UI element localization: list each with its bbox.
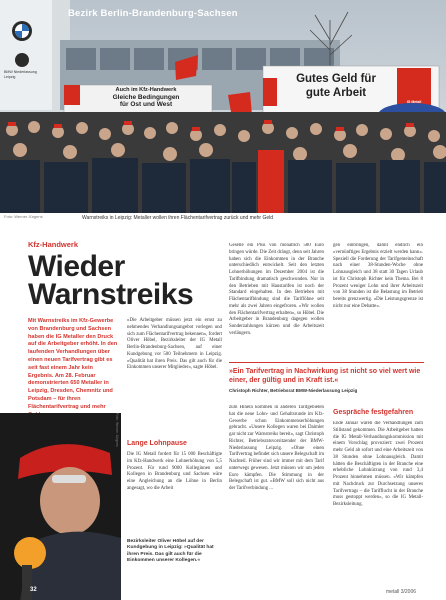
column-3b-text: zum Hinein kommen in anderen Tarifgebieten hat die neue Lohn- und Gehaltsrunde im Kfz-Gewerbe schon Einkommenserhöhungen gebracht. »Unsere Kollegen waren bei Daimler gar nicht zur Warnstreiks bereit«, sagt Christoph Richter, Betriebsratsvorsitzender der BMW-Niederlassung Leipzig. »Ohne einen Tarifvertrag befindet sich unsere Belegschaft im Nachteil. Früher sind wir immer mit dem Tarif unterwegs gewesen. Jetzt müssen wir um jeden Euro kämpfen. Die Stimmung in der Belegschaft ist gut. »BMW soll sich nicht aus der Tarifverbindung ...: [229, 405, 324, 491]
banner-left-line1: Auch im Kfz-Handwerk: [115, 87, 177, 93]
banner-left-line2: Gleiche Bedingungen: [112, 94, 180, 101]
igmetall-logo-text: IG Metall: [406, 100, 422, 104]
column-3-text: Geselle ein Plus von monatlich 580 Euro bringen würde. Die Zeit drängt, denn seit Jahren haben sich die Einkommen in der Branche unterschiedlich entwickelt. Seit den letzten Lohnerhöhungen im Dezember 2004 ist die Tarifbindung dramatisch geschwunden. Nur in den Betrieben mit Haustarifen ist noch der Standard eingehalten. In den Betrieben mit Flächentarifbindung sind die Tariflöhne seit mehr als zwei Jahren eingefroren. »Wir wollen den Flächentarifvertrag erhalten«, so Höbel. Die Arbeitgeber in Brandenburg dagegen wollen Sonderzahlungen kürzen und die Arbeitszeit verlängern.: [229, 243, 324, 336]
page-number: 32: [30, 587, 37, 593]
headline-line1: Wieder: [28, 250, 125, 283]
article-lead: Mit Warnstreiks im Kfz-Gewerbe von Brandenburg und Sachsen haben die IG Metaller den Druck auf die Arbeitgeber erhöht. In den laufenden Verhandlungen über einen neuen Tarifvertrag gibt es seit fast einem Jahr kein Ergebnis. Am 28. Februar demonstrierten 650 Metaller in Leipzig, Dresden, Chemnitz und Potsdam – für ihren Flächentarifvertrag und mehr: [28, 318, 118, 410]
banner-right-line2: gute Arbeit: [305, 87, 367, 99]
photo-credit: Foto: Werner Jürgens: [4, 214, 43, 219]
subhead-lohnpause: Lange Lohnpause: [127, 440, 187, 447]
article-column-3b: [229, 405, 324, 590]
headline-line2: Warnstreiks: [28, 278, 194, 311]
article-column-3: [229, 243, 324, 355]
portrait-photo: [0, 413, 121, 600]
pullquote: [229, 362, 424, 393]
dealer-sign-line1: BMW Niederlassung: [4, 70, 37, 74]
article-column-4: [333, 243, 423, 355]
igmetall-logo: [398, 100, 430, 104]
article-headline: [28, 250, 194, 311]
article-kicker: Kfz-Handwerk: [28, 240, 79, 249]
portrait-credit: Foto: Werner Jürgens: [115, 413, 119, 447]
pullquote-text: »Ein Tarifvertrag in Nachwirkung ist nicht so viel wert wie einer, der gültig und in Kraft ist.«: [229, 368, 421, 384]
column-4b-text: Ende Januar waren die Verhandlungen zum Stillstand gekommen. Die Arbeitgeber hatten die IG Metall-Verhandlungskommission mit einem Vorschlag provoziert: zwei Prozent mehr Geld ab sofort und eine Arbeitszeit von 38 Stunden ohne Lohnausgleich. Damit hätten die Beschäftigten in der Branche eine erhebliche Lohnkürzung von rund 3,4 Prozent hinnehmen müssen. »Wir kämpfen mit Nachdruck zur Durchsetzung unseres Tarifvertrags – die Tarifflucht in der Branche muss gestoppt werden«, so die IG Metall-Bezirksleitung.: [333, 421, 423, 507]
banner-left: [82, 87, 210, 108]
region-tag: Bezirk Berlin-Brandenburg-Sachsen: [68, 8, 238, 19]
column-2-text: »Die Arbeitgeber müssen jetzt ein ernst zu nehmendes Verhandlungsangebot vorlegen und sich zum Flächentarifvertrag bekennen«, fordert Oliver Höbel, Bezirksleiter der IG Metall Berlin-Brandenburg-Sachsen, auf einer Kundgebung vor 500 Teilnehmern in Leipzig. »Qualität hat ihren Preis. Das gilt auch für die Einkommen unserer Mitglieder«, sagte Höbel.: [127, 318, 222, 371]
article-column-4b: [333, 421, 423, 581]
photo-caption: Warnstreiks in Leipzig: Metaller wollen ihren Flächentarifvertrag zurück und mehr Geld: [82, 215, 274, 221]
dealer-sign-line2: Leipzig: [4, 74, 16, 79]
subhead-gespraeche: Gespräche festgefahren: [333, 409, 414, 416]
banner-right: [278, 72, 394, 100]
page-footer-tag: metall 3/2006: [386, 589, 417, 595]
demonstration-photo: [0, 0, 446, 213]
article-column-2b: [127, 452, 222, 493]
banner-right-line1: Gutes Geld für: [296, 73, 376, 85]
column-2b-text: Die IG Metall fordert für 15 000 Beschäftigte im Kfz-Handwerk eine Lohnerhöhung von 5,5 Prozent. Für rund 9000 Kolleginnen und Kollegen in Brandenburg und Sachsen wäre eine Angleichung an die Löhne in Berlin angesagt, wo die Arbeit: [127, 452, 222, 491]
article-column-2: [127, 318, 222, 372]
pullquote-attribution: Christoph Richter, Betriebsrat BMW-Niederlassung Leipzig: [229, 388, 358, 393]
banner-left-line3: für Ost und West: [119, 101, 173, 108]
portrait-caption: Bezirksleiter Oliver Höbel auf der Kundgebung in Leipzig: »Qualität hat ihren Preis. Das gilt auch für die Einkommen unserer Kollegen.«: [127, 539, 214, 564]
dealer-sign: [4, 70, 48, 79]
column-4-text: gen einbringen, damit endlich ein »vernünftiges Ergebnis erzielt werden kann«. Speziell die Forderung der Tarifgemeinschaft nach einer 38-Stunden-Woche ohne Lohnausgleich und 38 statt 30 Tagen Urlaub ist für Christoph Richter kein Thema. Bei 8 Prozent weniger Lohn und ihrer Arbeitszeit von 38 Stunden ist die Belastung im Betrieb bereits grenzwertig. »Die Leistungsgrenze ist nicht nur eine Debatte«.: [333, 243, 423, 309]
